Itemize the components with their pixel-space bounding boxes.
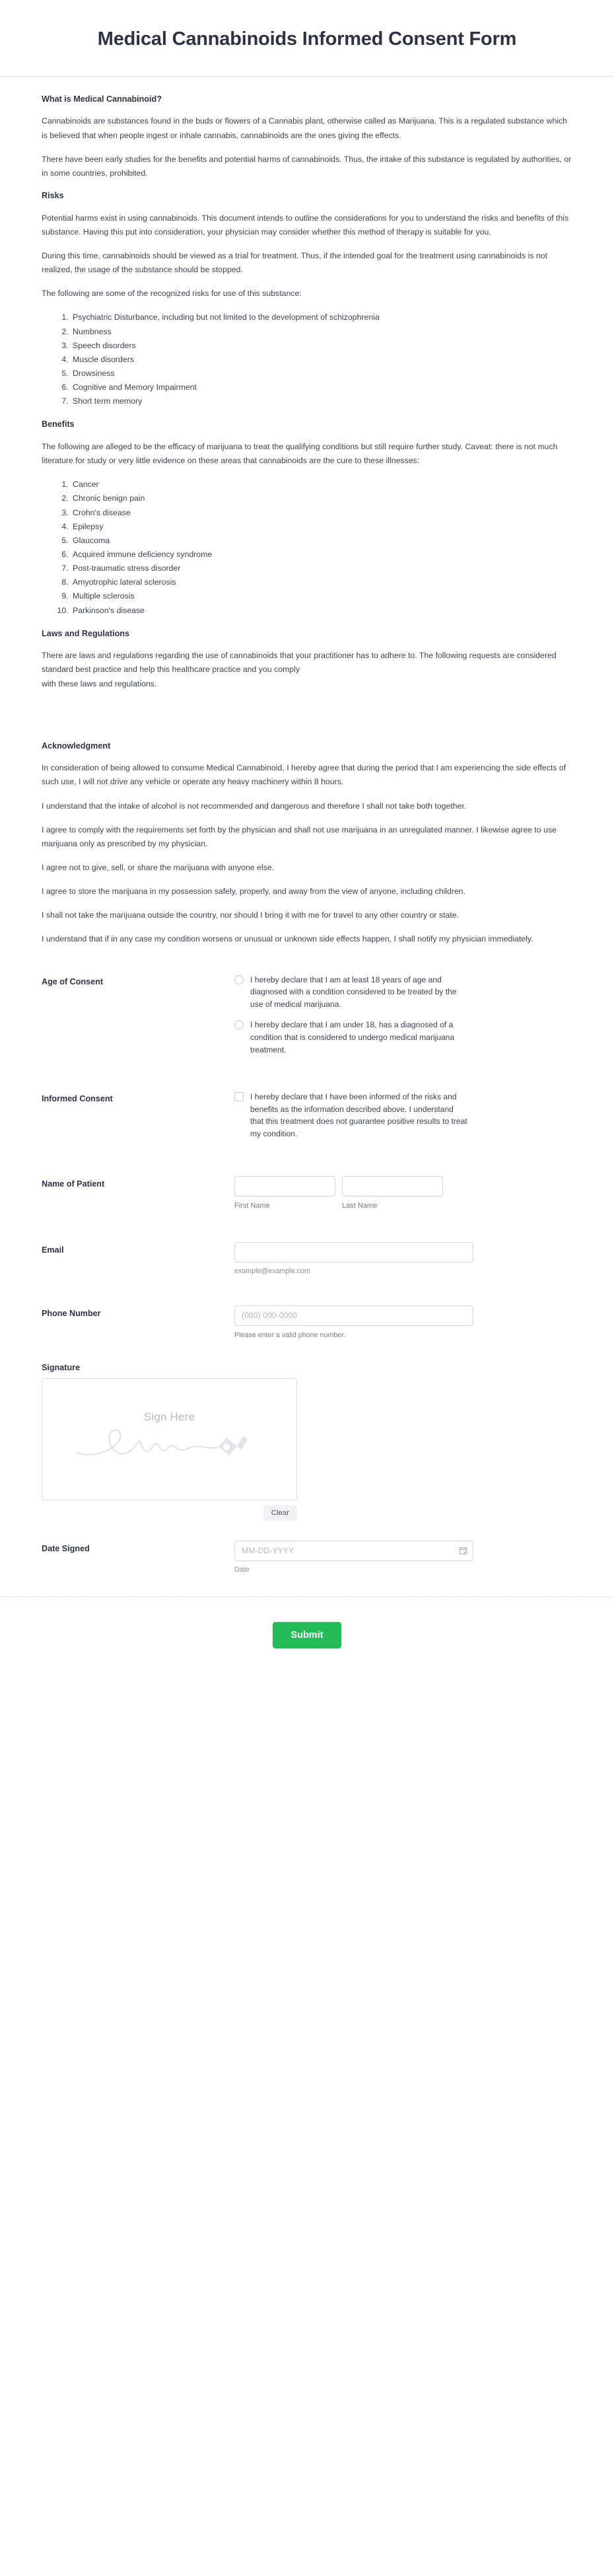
date-input-wrapper <box>234 1541 473 1561</box>
phone-helper-text: Please enter a valid phone number. <box>234 1331 346 1339</box>
informed-consent-options <box>234 1091 572 1140</box>
checkbox-option-informed-consent[interactable] <box>234 1091 572 1140</box>
label-phone-number: Phone Number <box>42 1308 101 1318</box>
email-input[interactable] <box>234 1242 473 1263</box>
section-heading-laws: Laws and Regulations <box>42 628 129 638</box>
pen-nib-icon <box>219 1436 248 1455</box>
date-placeholder: MM-DD-YYYY <box>242 1546 294 1556</box>
first-name-col <box>234 1176 335 1211</box>
section-benefits <box>42 419 572 617</box>
submit-button[interactable]: Submit <box>273 1622 341 1648</box>
list-item: 7. Short term memory <box>71 394 572 408</box>
radio-option-under-18[interactable] <box>234 1019 572 1056</box>
form-header <box>0 0 614 77</box>
label-name-of-patient: Name of Patient <box>42 1179 105 1189</box>
laws-paragraph-2: with these laws and regulations. <box>42 679 157 688</box>
row-spacer <box>42 1298 572 1306</box>
acknowledgment-paragraph-2: I understand that the intake of alcohol is not recommended and dangerous and therefore I shall not take both together. <box>42 801 467 811</box>
date-signed-control <box>234 1541 572 1574</box>
benefits-list <box>42 478 572 617</box>
age-of-consent-options <box>234 974 572 1056</box>
list-item: 10. Parkinson's disease <box>71 604 572 618</box>
row-spacer <box>42 1234 572 1242</box>
list-item: 4. Epilepsy <box>71 520 572 534</box>
section-acknowledgment <box>42 741 572 947</box>
radio-icon[interactable] <box>234 1020 244 1029</box>
section-what-is-medical-cannabinoid <box>42 94 572 180</box>
acknowledgment-paragraph-4: I agree not to give, sell, or share the marijuana with anyone else. <box>42 863 275 873</box>
phone-placeholder: (000) 000-0000 <box>242 1311 298 1321</box>
section-heading-benefits: Benefits <box>42 420 75 429</box>
last-name-input[interactable] <box>342 1176 443 1196</box>
checkbox-icon[interactable] <box>234 1092 244 1101</box>
date-helper-text: Date <box>234 1565 250 1574</box>
field-row-informed-consent <box>42 1091 572 1140</box>
email-helper-text: example@example.com <box>234 1267 310 1275</box>
section-heading-risks: Risks <box>42 191 64 201</box>
section-heading-what-is: What is Medical Cannabinoid? <box>42 94 162 104</box>
list-item: 2. Numbness <box>71 325 572 339</box>
what-is-paragraph-1: Cannabinoids are substances found in the buds or flowers of a Cannabis plant, otherwise called as Marijuana. This is a regulated substance which is believed that when people ingest or inhale cannabis, cannabinoids are the ones giving the effects. <box>42 116 568 140</box>
label-date-signed: Date Signed <box>42 1543 90 1553</box>
phone-control <box>234 1306 572 1341</box>
list-item: 8. Amyotrophic lateral sclerosis <box>71 575 572 589</box>
page-title: Medical Cannabinoids Informed Consent Form <box>97 28 517 50</box>
list-item: 9. Multiple sclerosis <box>71 589 572 603</box>
benefits-paragraph-1: The following are alleged to be the efficacy of marijuana to treat the qualifying conditions but still require further study. Caveat: there is not much literature for study or very little evidence on these areas that cannabinoids are the cure to these illnesses: <box>42 441 558 466</box>
signature-pad[interactable] <box>42 1378 297 1500</box>
phone-input[interactable] <box>234 1306 473 1326</box>
signature-actions <box>42 1505 297 1521</box>
list-item: 3. Speech disorders <box>71 339 572 353</box>
date-signed-area <box>0 1541 614 1574</box>
signature-hint-text: Sign Here <box>143 1410 195 1423</box>
label-email: Email <box>42 1245 64 1255</box>
signature-section <box>0 1363 614 1521</box>
acknowledgment-paragraph-6: I shall not take the marijuana outside the country, nor should I bring it with me for travel to any other country or state. <box>42 910 460 920</box>
last-name-col <box>342 1176 443 1211</box>
list-item: 5. Drowsiness <box>71 367 572 381</box>
risks-paragraph-2: During this time, cannabinoids should be viewed as a trial for treatment. Thus, if the intended goal for the treatment using cannabinoids is not realized, the usage of the substance should be stopped. <box>42 250 548 275</box>
list-item: 1. Psychiatric Disturbance, including but not limited to the development of schizophrenia <box>71 311 572 324</box>
field-row-email <box>42 1242 572 1275</box>
radio-option-label: I hereby declare that I am at least 18 years of age and diagnosed with a condition considered to be treated by the use of medical marijuana. <box>250 975 457 1010</box>
email-control <box>234 1242 572 1275</box>
list-item: 7. Post-traumatic stress disorder <box>71 562 572 575</box>
what-is-paragraph-2: There have been early studies for the benefits and potential harms of cannabinoids. Thus, the intake of this substance is regulated by authorities, or in some countries, prohibited. <box>42 154 572 178</box>
radio-icon[interactable] <box>234 975 244 984</box>
calendar-icon[interactable] <box>459 1547 467 1555</box>
clear-signature-button[interactable]: Clear <box>263 1505 297 1521</box>
form-spacer <box>42 957 572 974</box>
submit-area <box>0 1597 614 1679</box>
laws-paragraph-1: There are laws and regulations regarding the use of cannabinoids that your practitioner has to adhere to. The following requests are considered standard best practice and help this healthcare practice and you comply <box>42 651 557 675</box>
list-item: 1. Cancer <box>71 478 572 492</box>
list-item: 5. Glaucoma <box>71 534 572 548</box>
field-row-age-of-consent <box>42 974 572 1056</box>
name-of-patient-control <box>234 1176 572 1211</box>
radio-option-over-18[interactable] <box>234 974 572 1012</box>
row-spacer <box>42 1079 572 1091</box>
first-name-sublabel: First Name <box>234 1202 270 1210</box>
risks-paragraph-1: Potential harms exist in using cannabinoids. This document intends to outline the considerations for you to understand the risks and benefits of this substance. Having this put into consideration, your physician may consider whether this method of therapy is suitable for you. <box>42 213 569 237</box>
name-input-group <box>234 1176 572 1211</box>
list-item: 6. Acquired immune deficiency syndrome <box>71 548 572 562</box>
risks-list <box>42 311 572 408</box>
list-item: 2. Chronic benign pain <box>71 492 572 505</box>
list-item: 6. Cognitive and Memory Impairment <box>71 381 572 394</box>
date-signed-input[interactable] <box>234 1541 473 1561</box>
acknowledgment-paragraph-5: I agree to store the marijuana in my possession safely, properly, and away from the view of anyone, including children. <box>42 887 466 897</box>
section-laws-and-regulations <box>42 628 572 691</box>
acknowledgment-paragraph-1: In consideration of being allowed to consume Medical Cannabinoid, I hereby agree that during the period that I am experiencing the side effects of such use, I will not drive any vehicle or operate any heavy machinery within 8 hours. <box>42 763 566 787</box>
section-heading-acknowledgment: Acknowledgment <box>42 741 111 751</box>
list-item: 3. Crohn's disease <box>71 506 572 520</box>
list-item: 4. Muscle disorders <box>71 353 572 367</box>
radio-option-label: I hereby declare that I am under 18, has a diagnosed of a condition that is considered to undergo medical marijuana treatment. <box>250 1020 455 1054</box>
section-risks <box>42 190 572 408</box>
field-row-date-signed <box>42 1541 572 1574</box>
label-age-of-consent: Age of Consent <box>42 976 104 986</box>
last-name-sublabel: Last Name <box>342 1202 378 1210</box>
form-content <box>0 77 614 974</box>
form-fields <box>0 974 614 1341</box>
field-row-phone-number <box>42 1306 572 1341</box>
label-signature: Signature <box>42 1362 81 1372</box>
content-spacer <box>42 701 572 741</box>
acknowledgment-paragraph-7: I understand that if in any case my condition worsens or unusual or unknown side effects happen, I shall notify my physician immediately. <box>42 934 533 944</box>
risks-paragraph-3: The following are some of the recognized risks for use of this substance: <box>42 289 302 299</box>
acknowledgment-paragraph-3: I agree to comply with the requirements set forth by the physician and shall not use marijuana in an unregulated manner. I likewise agree to use marijuana only as prescribed by my physician. <box>42 825 557 848</box>
checkbox-option-label: I hereby declare that I have been informed of the risks and benefits as the information described above. I understand that this treatment does not guarantee positive results to treat my condition. <box>250 1091 467 1139</box>
field-row-name-of-patient <box>42 1176 572 1211</box>
row-spacer <box>42 1163 572 1176</box>
first-name-input[interactable] <box>234 1176 335 1196</box>
label-informed-consent: Informed Consent <box>42 1093 113 1103</box>
